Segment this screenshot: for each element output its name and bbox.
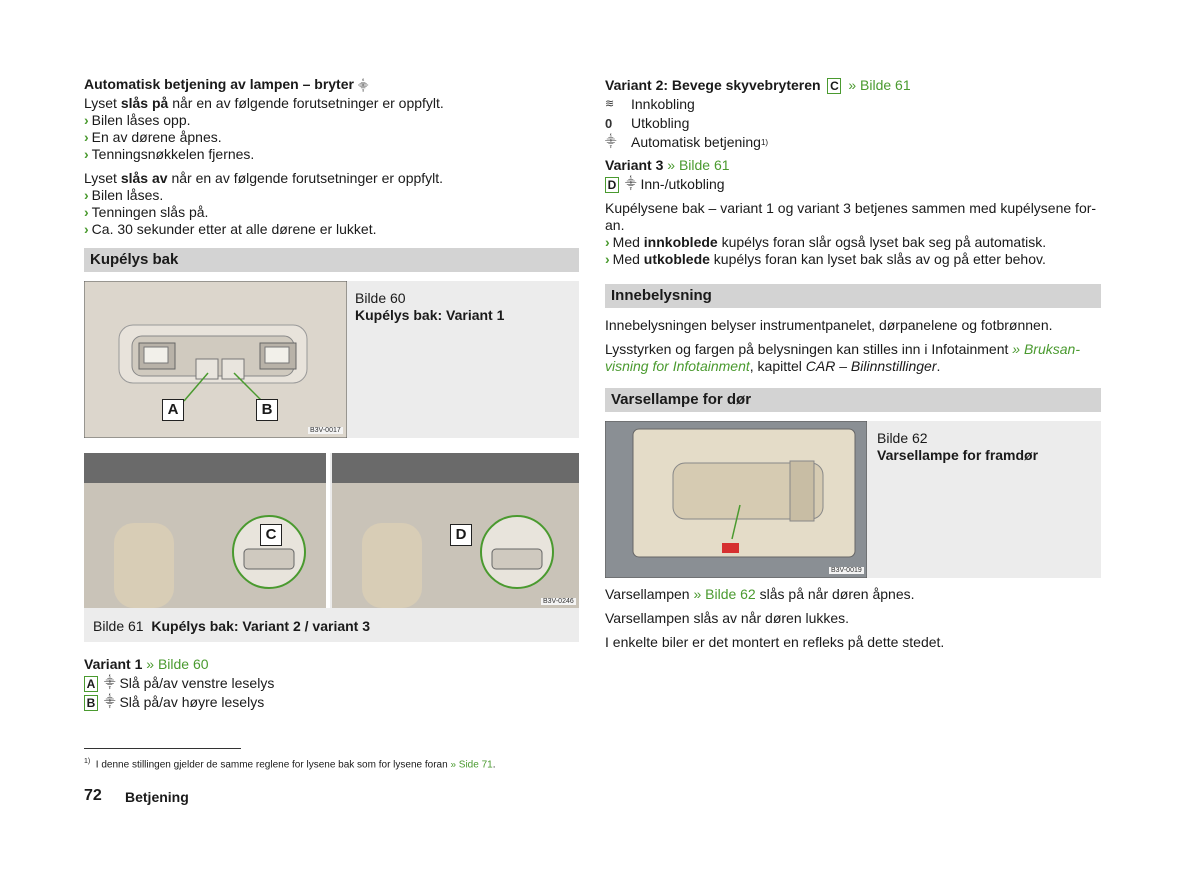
figure-61-caption: Bilde 61 Kupélys bak: Variant 2 / variant 3 xyxy=(93,618,371,634)
list-item: › Tenningsnøkkelen fjernes. xyxy=(84,146,255,162)
figure-60-caption: Bilde 60 Kupélys bak: Variant 1 xyxy=(355,290,505,323)
bullet-arrow-icon: › xyxy=(605,234,610,250)
section-title-varsellampe: Varsellampe for dør xyxy=(605,388,1101,412)
light-switch-icon: ⸎ xyxy=(625,178,637,190)
page-section: Betjening xyxy=(125,789,189,805)
tag-c: C xyxy=(827,78,841,94)
bullet-arrow-icon: › xyxy=(605,251,610,267)
figure-link[interactable]: » Bilde 62 xyxy=(693,586,756,602)
section-title-innebelysning: Innebelysning xyxy=(605,284,1101,308)
list-item: › Med innkoblede kupélys foran slår også lyset bak seg på automatisk. xyxy=(605,234,1047,250)
footnote-marker: 1) xyxy=(760,138,769,147)
figure-code: B3V-0246 xyxy=(543,598,574,605)
variant-1-block: Variant 1 » Bilde 60 A ⸎ Slå på/av venstre leselys B ⸎ Slå på/av høyre leselys xyxy=(84,655,579,712)
list-item: ≋ Innkobling xyxy=(605,96,695,112)
variant-2-heading: Variant 2: Bevege skyvebryteren C » Bilde 61 xyxy=(605,77,911,94)
left-column xyxy=(84,76,579,238)
figure-code: B3V-0019 xyxy=(831,567,862,574)
auto-lamp-icon: ⸎ xyxy=(357,81,369,92)
list-item: B ⸎ Slå på/av høyre leselys xyxy=(84,693,579,712)
callout-c: C xyxy=(260,524,282,546)
list-item: 0 Utkobling xyxy=(605,115,690,131)
page-number: 72 xyxy=(84,787,102,804)
rear-paragraph: Kupélysene bak – variant 1 og variant 3 betjenes sammen med kupélysene for-an. xyxy=(605,200,1097,233)
figure-60 xyxy=(84,281,579,438)
varsellampe-body: Varsellampen » Bilde 62 slås på når døren åpnes. Varsellampen slås av når døren lukkes. I enkelte biler er det montert en refleks på dette stedet. xyxy=(605,586,945,650)
figure-62 xyxy=(605,421,1101,578)
list-item: › Med utkoblede kupélys foran kan lyset bak slås av og på etter behov. xyxy=(605,251,1046,267)
footnote-divider xyxy=(84,748,241,749)
figure-60-illustration xyxy=(84,281,347,438)
light-right-icon: ⸎ xyxy=(104,696,116,708)
auto-heading: Automatisk betjening av lampen – bryter ⸎ xyxy=(84,76,369,92)
figure-link[interactable]: » Bilde 61 xyxy=(667,157,730,173)
footnote: $^{1)}$ I denne stillingen gjelder de samme reglene for lysene bak som for lysene foran » Side 71. xyxy=(84,758,496,771)
figure-link[interactable]: » Bilde 60 xyxy=(146,656,209,672)
list-item: › Tenningen slås på. xyxy=(84,204,209,220)
auto-lamp-icon: ⸎ xyxy=(605,136,617,148)
figure-61-illustration xyxy=(84,453,579,608)
list-item: D ⸎ Inn-/utkobling xyxy=(605,175,1101,194)
figure-link[interactable]: » Bilde 61 xyxy=(848,77,911,93)
variant-3-heading: Variant 3 » Bilde 61 xyxy=(605,157,730,173)
figure-code: B3V-0017 xyxy=(310,427,341,434)
tag-a: A xyxy=(84,676,98,692)
figure-61 xyxy=(84,453,579,642)
page-link[interactable]: » Side 71 xyxy=(450,759,493,771)
list-item: A ⸎ Slå på/av venstre leselys xyxy=(84,674,579,693)
callout-d: D xyxy=(450,524,472,546)
callout-b: B xyxy=(256,399,278,421)
off-intro: Lyset slås av når en av følgende forutsetninger er oppfylt. xyxy=(84,170,444,186)
tag-b: B xyxy=(84,695,98,711)
bullet-arrow-icon: › xyxy=(84,112,89,128)
bullet-arrow-icon: › xyxy=(84,146,89,162)
infotainment-link[interactable]: » Bruksan-visning for Infotainment xyxy=(605,341,1080,374)
tag-d: D xyxy=(605,177,619,193)
callout-a: A xyxy=(162,399,184,421)
list-item: › Bilen låses opp. xyxy=(84,112,191,128)
on-intro: Lyset slås på når en av følgende forutsetninger er oppfylt. xyxy=(84,95,444,111)
light-on-icon: ≋ xyxy=(605,98,615,110)
section-title-kupelys: Kupélys bak xyxy=(84,248,579,272)
bullet-arrow-icon: › xyxy=(84,129,89,145)
innebelysning-body: Innebelysningen belyser instrumentpanelet, dørpanelene og fotbrønnen. Lysstyrken og fargen på belysningen kan stilles inn i Infotainment » Bruksan-visning for Infotainment, kapittel CAR – Bilinnstillinger. xyxy=(605,317,1080,374)
list-item: › En av dørene åpnes. xyxy=(84,129,222,145)
bullet-arrow-icon: › xyxy=(84,221,89,237)
list-item: › Bilen låses. xyxy=(84,187,164,203)
right-column xyxy=(605,76,1101,268)
figure-62-illustration xyxy=(605,421,867,578)
list-item: ⸎ Automatisk betjening 1) xyxy=(605,134,769,150)
bullet-arrow-icon: › xyxy=(84,204,89,220)
light-left-icon: ⸎ xyxy=(104,677,116,689)
zero-icon: 0 xyxy=(605,116,613,131)
figure-62-caption: Bilde 62 Varsellampe for framdør xyxy=(877,430,1039,463)
bullet-arrow-icon: › xyxy=(84,187,89,203)
list-item: › Ca. 30 sekunder etter at alle dørene er lukket. xyxy=(84,221,377,237)
